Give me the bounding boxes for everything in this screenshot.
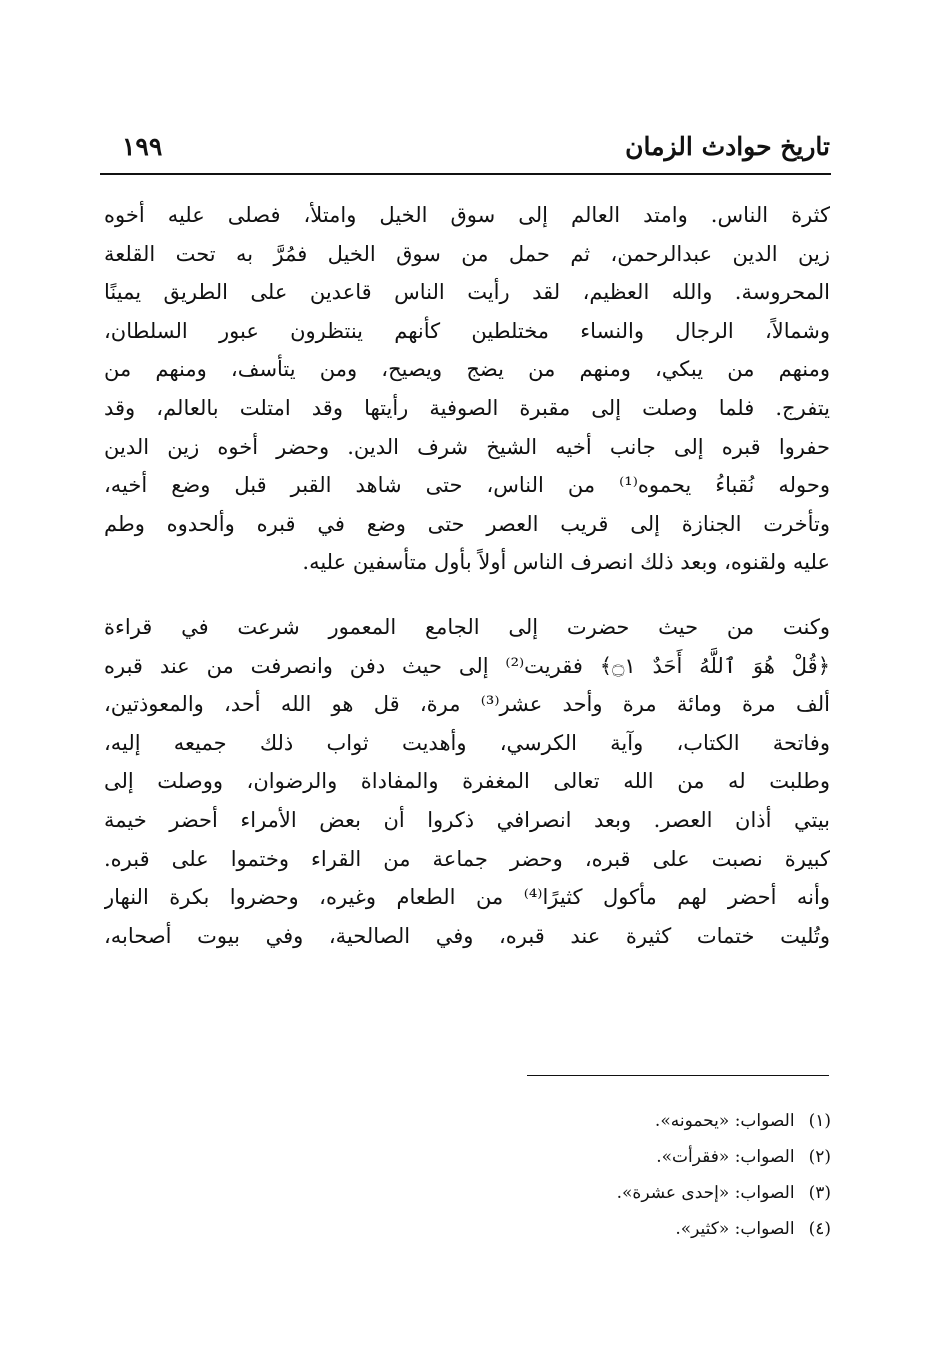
text-line: المحروسة. والله العظيم، لقد رأيت الناس قاعدين على الطريق يمينًا [104,280,830,305]
text-line: وتُليت ختمات كثيرة عند قبره، وفي الصالحية، وفي بيوت أصحابه، [104,923,830,948]
footnote-text: الصواب: «إحدى عشرة». [616,1183,795,1203]
footnote-number: (٢) [808,1147,831,1167]
text-line: يتفرج. فلما وصلت إلى مقبرة الصوفية رأيتها وقد امتلت بالعالم، وقد [104,395,830,420]
text-line: وتأخرت الجنازة إلى قريب العصر حتى وضع في قبره وألحدوه وطم [104,511,830,536]
text-line: كبيرة نصبت على قبره، وحضر جماعة من القراء وختموا على قبره. [104,846,830,871]
footnote [411,1211,831,1247]
text-line: وكنت من حيث حضرت إلى الجامع المعمور شرعت في قراءة [104,614,830,639]
running-title: تاريخ حوادث الزمان [625,132,830,161]
text-line: عليه ولقنوه، وبعد ذلك انصرف الناس أولاً بأول متأسفين عليه. [302,550,830,575]
footnotes [411,1103,831,1247]
text-line: وفاتحة الكتاب، وآية الكرسي، وأهديت ثواب ذلك جميعه إليه، [104,730,830,755]
footnote-text: الصواب: «كثير». [675,1219,795,1239]
text-line: وأنه أحضر لهم مأكول كثيرًا⁽⁴⁾ من الطعام وغيره، وحضروا بكرة النهار [104,885,830,910]
footnote-number: (١) [808,1111,831,1131]
footnote-number: (٤) [808,1219,831,1239]
text-line: ﴿قُلْ هُوَ ٱللَّهُ أَحَدٌ ۝١﴾ فقريت⁽²⁾ إلى حيث دفن وانصرفت من عند قبره [104,653,830,678]
page-header [100,128,830,172]
text-line: زين الدين عبدالرحمن، ثم حمل من سوق الخيل فمُرَّ به تحت القلعة [104,241,830,266]
page-number: ١٩٩ [122,132,163,161]
footnote [411,1175,831,1211]
footnote [411,1103,831,1139]
paragraph-gap [104,582,830,608]
footnote-rule [527,1075,829,1076]
text-line: ومنهم من يبكي، ومنهم من يضج ويصيح، ومن يتأسف، ومنهم من [104,357,830,382]
footnote-number: (٣) [808,1183,831,1203]
text-line: وطلبت له من الله تعالى المغفرة والمفاداة والرضوان، ووصلت إلى [104,769,830,794]
header-rule [100,173,831,175]
text-line: حفروا قبره إلى جانب أخيه الشيخ شرف الدين. وحضر أخوه زين الدين [104,434,830,459]
main-text [104,196,830,955]
text-line: بيتي أذان العصر. وبعد انصرافي ذكروا أن بعض الأمراء أحضر خيمة [104,807,830,832]
text-line: ألف مرة ومائة مرة وأحد عشر⁽³⁾ مرة، قل هو الله أحد، والمعوذتين، [104,692,830,717]
text-line: وحوله نُقباءُ يحموه⁽¹⁾ من الناس، حتى شاهد القبر قبل وضع أخيه، [104,473,830,498]
footnote-text: الصواب: «يحمونه». [654,1111,795,1131]
footnote [411,1139,831,1175]
footnote-text: الصواب: «فقرأت». [656,1147,795,1167]
text-line: وشمالاً، الرجال والنساء مختلطين كأنهم ينتظرون عبور السلطان، [104,318,830,343]
text-line: كثرة الناس. وامتد العالم إلى سوق الخيل وامتلأ، فصلى عليه أخوه [104,203,830,227]
